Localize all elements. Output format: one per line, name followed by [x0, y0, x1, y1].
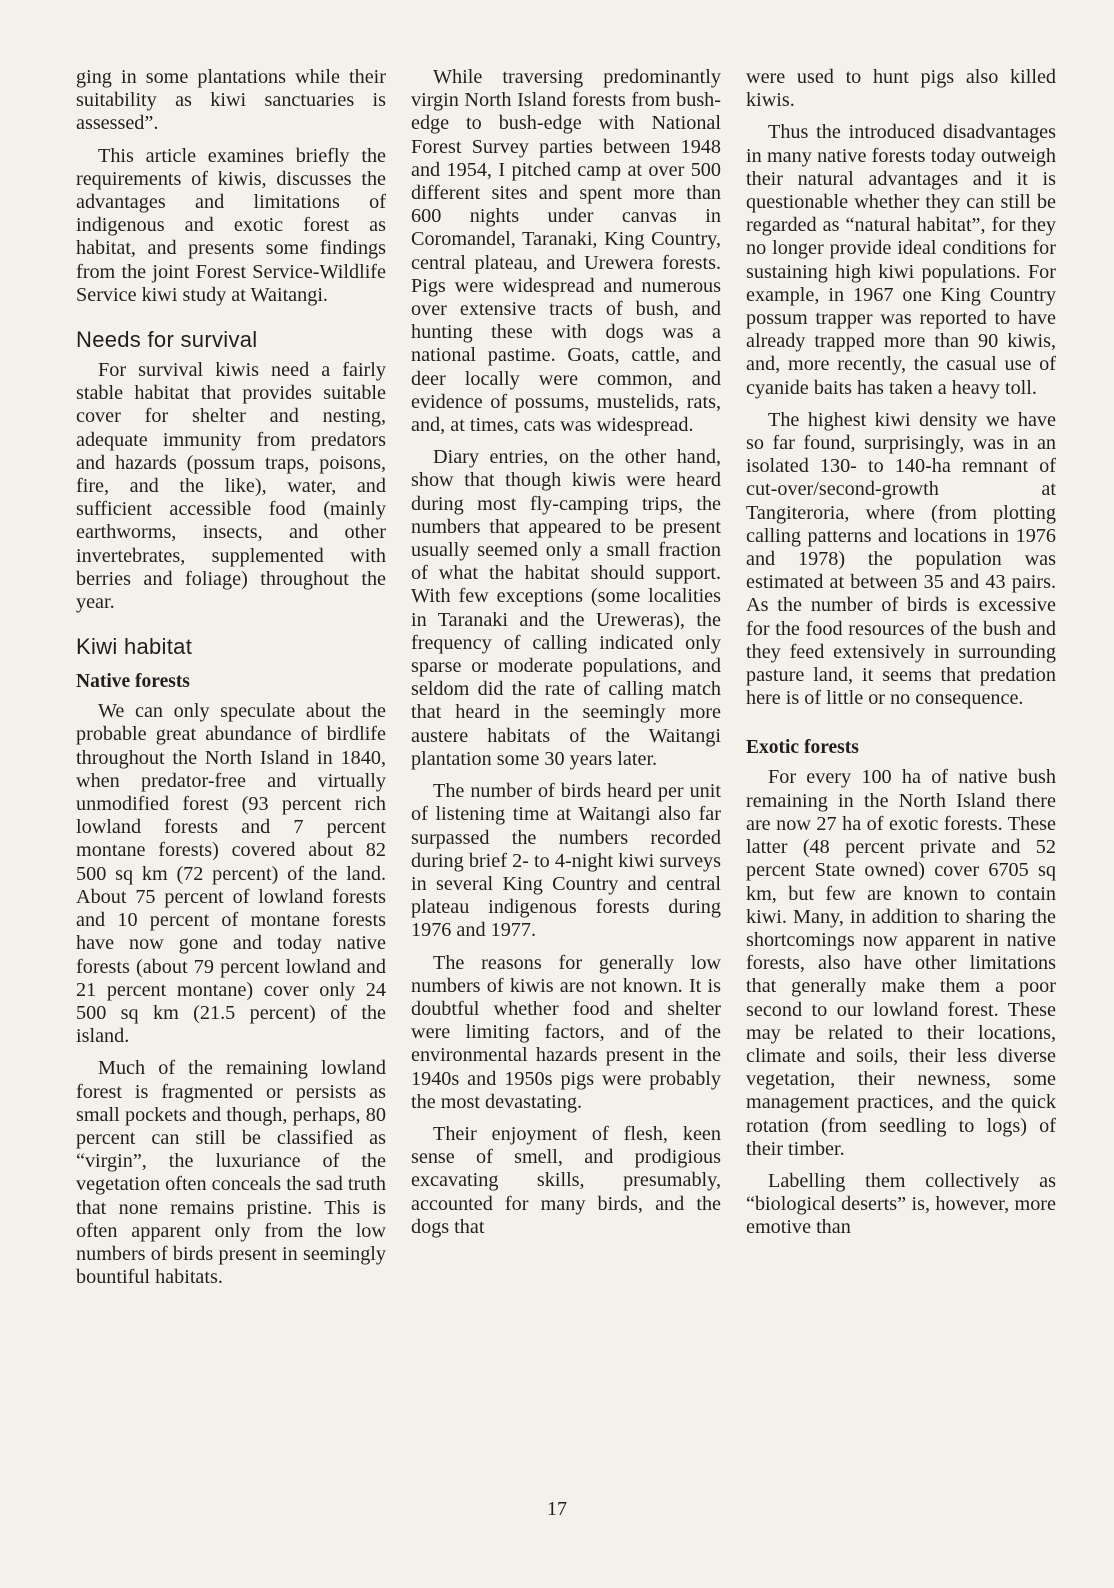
paragraph: The highest kiwi density we have so far found, surprisingly, was in an isolated 130- to 140-ha remnant of cut-over/second-growth at Tangiteroria, where (from plotting calling patterns and locations in 1976 and 1978) the population was estimated at between 35 and 43 pairs. As the number of birds is excessive for the food resources of the bush and they feed extensively in surrounding pasture land, it seems that predation here is of little or no consequence.	[746, 408, 1056, 710]
section-heading-kiwi-habitat: Kiwi habitat	[76, 634, 193, 660]
paragraph: ging in some plantations while their suitability as kiwi sanctuaries is assessed”.	[76, 66, 386, 135]
text-column-3	[746, 66, 1056, 1249]
paragraph: Thus the introduced disadvantages in many native forests today outweigh their natural advantages and it is questionable whether they can still be regarded as “natural habitat”, for they no longer provide ideal conditions for sustaining high kiwi populations. For example, in 1967 one King Country possum trapper was reported to have already trapped more than 90 kiwis, and, more recently, the casual use of cyanide baits has taken a heavy toll.	[746, 121, 1056, 399]
paragraph: We can only speculate about the probable great abundance of birdlife throughout the North Island in 1840, when predator-free and virtually unmodified forest (93 percent rich lowland forests and 7 percent montane forests) covered about 82 500 sq km (72 percent) of the land. About 75 percent of lowland forests and 10 percent of montane forests have now gone and today native forests (about 79 percent lowland and 21 percent montane) cover only 24 500 sq km (21.5 percent) of the island.	[76, 700, 386, 1048]
page-number: 17	[547, 1498, 567, 1520]
paragraph: This article examines briefly the requirements of kiwis, discusses the advantages and limitations of indigenous and exotic forest as habitat, and presents some findings from the joint Forest Service-Wildlife Service kiwi study at Waitangi.	[76, 144, 386, 306]
paragraph: For survival kiwis need a fairly stable habitat that provides suitable cover for shelter and nesting, adequate immunity from predators and hazards (possum traps, poisons, fire, and the like), water, and sufficient accessible food (mainly earthworms, insects, and other invertebrates, supplemented with berries and foliage) throughout the year.	[76, 359, 386, 614]
paragraph: The reasons for generally low numbers of kiwis are not known. It is doubtful whether food and shelter were limiting factors, and of the environmental hazards present in the 1940s and 1950s pigs were probably the most devastating.	[411, 951, 721, 1113]
subheading-exotic-forests: Exotic forests	[746, 737, 859, 759]
text-column-2	[411, 66, 721, 1248]
paragraph: While traversing predominantly virgin North Island forests from bush-edge to bush-edge with National Forest Survey parties between 1948 and 1954, I pitched camp at over 500 different sites and spent more than 600 nights under canvas in Coromandel, Taranaki, King Country, central plateau, and Urewera forests. Pigs were widespread and numerous over extensive tracts of bush, and hunting these with dogs was a national pastime. Goats, cattle, and deer locally were common, and evidence of possums, mustelids, rats, and, at times, cats was widespread.	[411, 66, 721, 437]
paragraph: Labelling them collectively as “biological deserts” is, however, more emotive than	[746, 1169, 1056, 1239]
paragraph: The number of birds heard per unit of listening time at Waitangi also far surpassed the numbers recorded during brief 2- to 4-night kiwi surveys in several King Country and central plateau indigenous forests during 1976 and 1977.	[411, 780, 721, 942]
paragraph: Much of the remaining lowland forest is fragmented or persists as small pockets and though, perhaps, 80 percent can still be classified as “virgin”, the luxuriance of the vegetation often conceals the sad truth that none remains pristine. This is often apparent only from the low numbers of birds present in seemingly bountiful habitats.	[76, 1057, 386, 1289]
subheading-native-forests: Native forests	[76, 671, 190, 693]
paragraph: Diary entries, on the other hand, show that though kiwis were heard during most fly-camping trips, the numbers that appeared to be present usually seemed only a small fraction of what the habitat should support. With few exceptions (some localities in Taranaki and the Ureweras), the frequency of calling indicated only sparse or moderate populations, and seldom did the rate of calling match that heard in the seemingly more austere habitats of the Waitangi plantation some 30 years later.	[411, 446, 721, 770]
paragraph: were used to hunt pigs also killed kiwis.	[746, 66, 1056, 112]
paragraph: Their enjoyment of flesh, keen sense of smell, and prodigious excavating skills, presumably, accounted for many birds, and the dogs that	[411, 1122, 721, 1238]
text-column-1	[76, 66, 386, 1298]
paragraph: For every 100 ha of native bush remaining in the North Island there are now 27 ha of exotic forests. These latter (48 percent private and 52 percent State owned) cover 6705 sq km, but few are known to contain kiwi. Many, in addition to sharing the shortcomings now apparent in native forests, also have other limitations that generally make them a poor second to our lowland forest. These may be related to their locations, climate and soils, their less diverse vegetation, their newness, some management practices, and the quick rotation (from seedling to logs) of their timber.	[746, 766, 1056, 1160]
section-heading-needs-for-survival: Needs for survival	[76, 327, 258, 353]
